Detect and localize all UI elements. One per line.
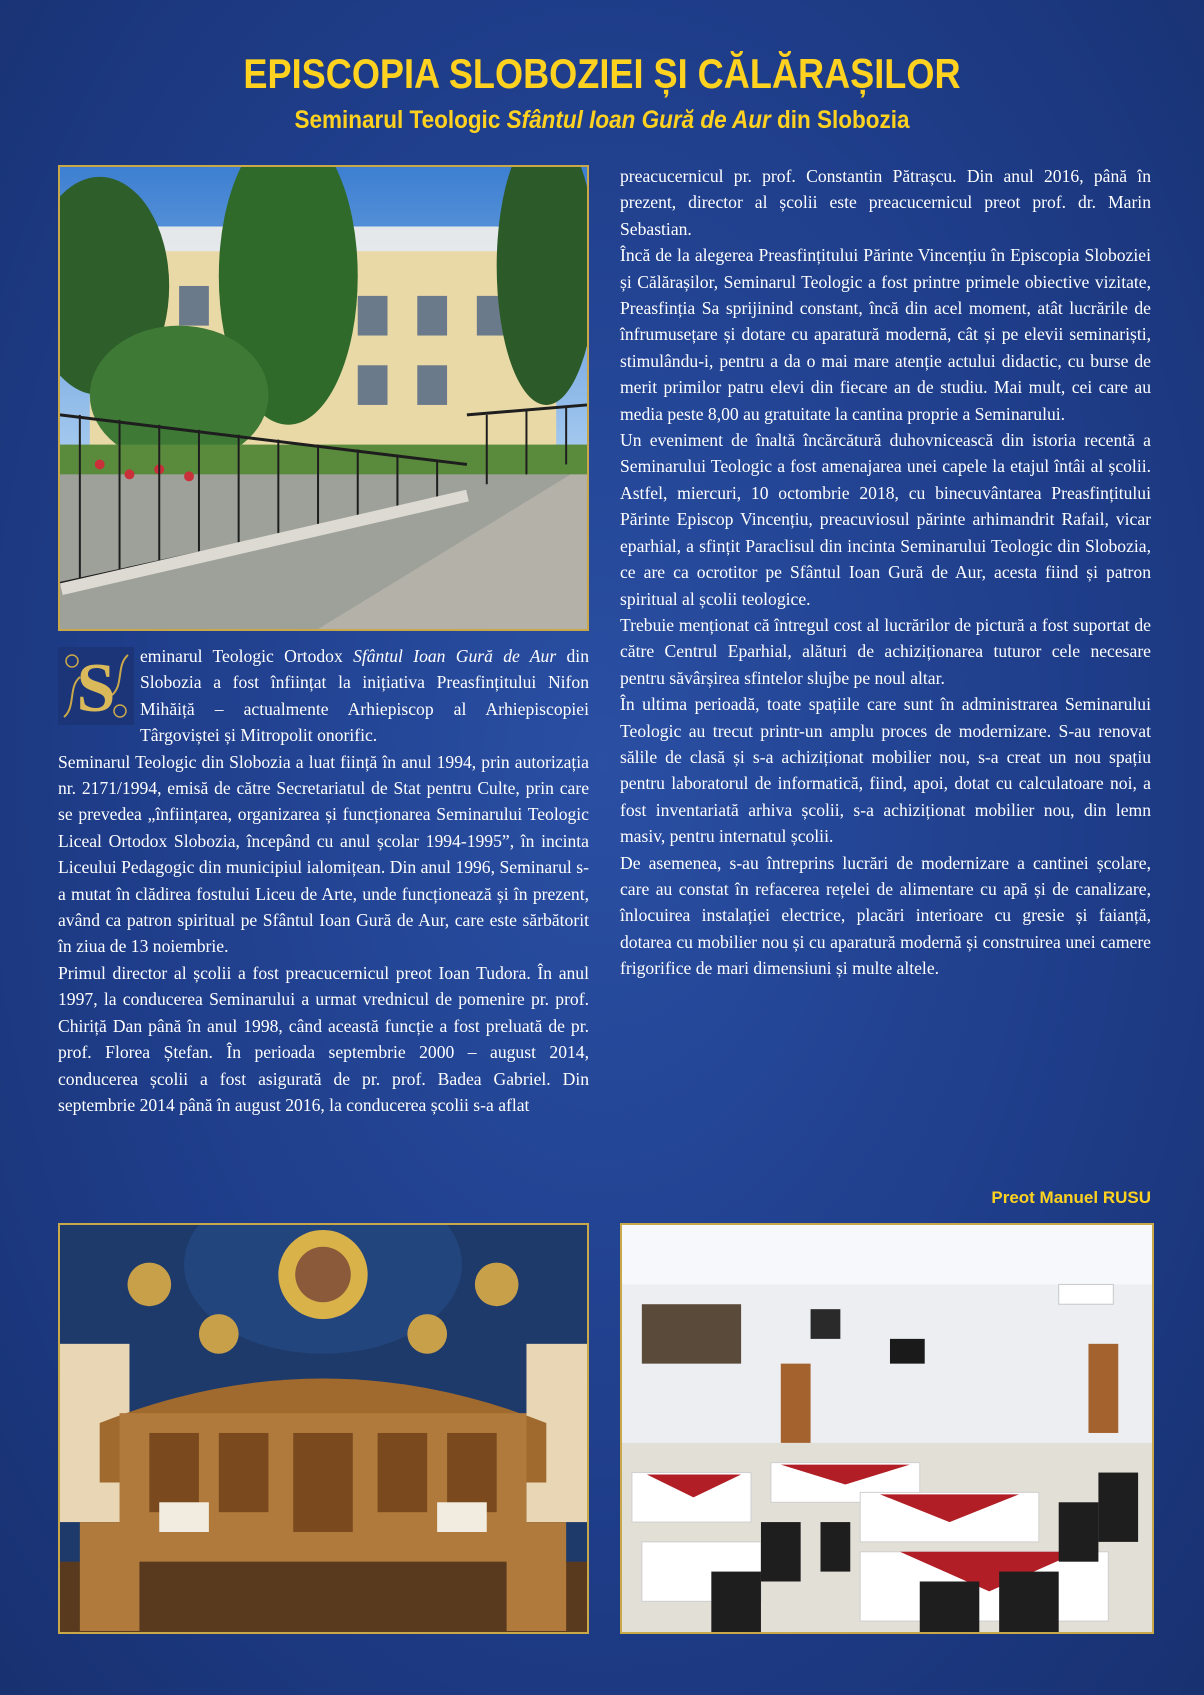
right-text-column xyxy=(620,163,1151,982)
current-director-paragraph: preacucernicul pr. prof. Constantin Pătrașcu. Din anul 2016, până în prezent, director al școlii este preacucernicul preot prof. dr. Marin Sebastian. xyxy=(620,166,1151,239)
page-header xyxy=(0,50,1204,136)
chapel-paragraph: Un eveniment de înaltă încărcătură duhovnicească din istoria recentă a Seminarului Teologic a fost amenajarea unei capele la etajul întâi al școlii. Astfel, miercuri, 10 octombrie 2018, cu binecuvântarea Preasfințitului Părinte Episcop Vincențiu, preacuviosul părinte arhimandrit Rafail, vicar eparhial, a sfințit Paraclisul din incinta Seminarului Teologic din Slobozia, ce are ca ocrotitor pe Sfântul Ioan Gură de Aur, acesta fiind și patron spiritual al școlii teologice. xyxy=(620,430,1151,609)
bishop-support-paragraph: Încă de la alegerea Preasfințitului Părinte Vincențiu în Episcopia Sloboziei și Călărașilor, Seminarul Teologic a fost printre primele obiective vizitate, Preasfinția Sa sprijinind constant, încă din acel moment, atât lucrările de înfrumusețare și dotare cu aparatură modernă, cât și pe elevii seminariști, stimulându-i, pentru a da o mai mare atenție actului didactic, cu burse de merit primilor patru elevi din fiecare an de studiu. Mai mult, cei care au media peste 8,00 au gratuitate la cantina proprie a Seminarului. xyxy=(620,245,1151,424)
painting-cost-paragraph: Trebuie menționat că întregul cost al lucrărilor de pictură a fost suportat de către Centrul Eparhial, alături de achiziționarea tuturor cele necesare pentru săvârșirea sfintelor slujbe pe noul altar. xyxy=(620,614,1151,688)
directors-paragraph: Primul director al școlii a fost preacucernicul preot Ioan Tudora. În anul 1997, la conducerea Seminarului a urmat vrednicul de pomenire pr. prof. Chiriță Dan până în anul 1998, când această funcție a fost preluată de pr. prof. Florea Ștefan. În perioada septembrie 2000 – august 2014, conducerea școlii a fost asigurată de pr. prof. Badea Gabriel. Din septembrie 2014 până în august 2016, la conducerea școlii s-a aflat xyxy=(58,962,589,1115)
chapel-iconostasis-photo xyxy=(58,1223,589,1634)
intro-paragraph xyxy=(58,643,589,749)
modernization-paragraph: În ultima perioadă, toate spațiile care sunt în administrarea Seminarului Teologic au trecut printr-un amplu proces de modernizare. S-au renovat sălile de clasă și s-a achiziționat mobilier nou, s-a creat un nou spațiu pentru laboratorul de informatică, fiind, apoi, dotat cu calculatoare noi, a fost inventariată arhiva școlii, s-a achiziționat mobilier nou, din lemn masiv, pentru internatul școlii. xyxy=(620,694,1151,847)
subtitle-saint-name: Sfântul Ioan Gură de Aur xyxy=(506,106,771,134)
intro-saint-name: Sfântul Ioan Gură de Aur xyxy=(353,646,557,666)
ornamental-dropcap-s xyxy=(58,647,134,725)
history-paragraph: Seminarul Teologic din Slobozia a luat ființă în anul 1994, prin autorizația nr. 2171/1994, emisă de către Secretariatul de Stat pentru Culte, prin care se prevedea „înființarea, organizarea și funcționarea Seminarului Teologic Liceal Ortodox Slobozia, începând cu anul școlar 1994-1995”, în incinta Liceului Pedagogic din municipiul ialomițean. Din anul 1996, Seminarul s-a mutat în clădirea fostului Liceu de Arte, unde funcționează și în prezent, având ca patron spiritual pe Sfântul Ioan Gură de Aur, care este sărbătorit în ziua de 13 noiembrie. xyxy=(58,751,589,957)
subtitle-text-end: din Slobozia xyxy=(770,106,910,134)
subtitle-text-start: Seminarul Teologic xyxy=(294,106,507,134)
seminary-building-photo xyxy=(58,165,589,631)
intro-text-end: din Slobozia a fost înființat la inițiativa Preasfințitului Nifon Mihăiță – actualmente Arhiepiscop al Arhiepiscopiei Târgoviștei și Mitropolit onorific. xyxy=(140,646,589,746)
cafeteria-photo xyxy=(620,1223,1154,1634)
intro-text-start: eminarul Teologic Ortodox xyxy=(140,646,354,666)
page-subtitle xyxy=(60,104,1144,136)
left-text-column xyxy=(58,643,589,1118)
page-title: EPISCOPIA SLOBOZIEI ȘI CĂLĂRAȘILOR xyxy=(243,50,961,97)
cafeteria-paragraph: De asemenea, s-au întreprins lucrări de modernizare a cantinei școlare, care au constat în refacerea rețelei de alimentare cu apă și de canalizare, înlocuirea instalației electrice, placări interioare cu gresie și faianță, dotarea cu mobilier nou și cu aparatură modernă și construirea unei camere frigorifice de mari dimensiuni și multe altele. xyxy=(620,852,1151,979)
author-signature: Preot Manuel RUSU xyxy=(991,1188,1151,1207)
svg-text:S: S xyxy=(76,650,116,725)
